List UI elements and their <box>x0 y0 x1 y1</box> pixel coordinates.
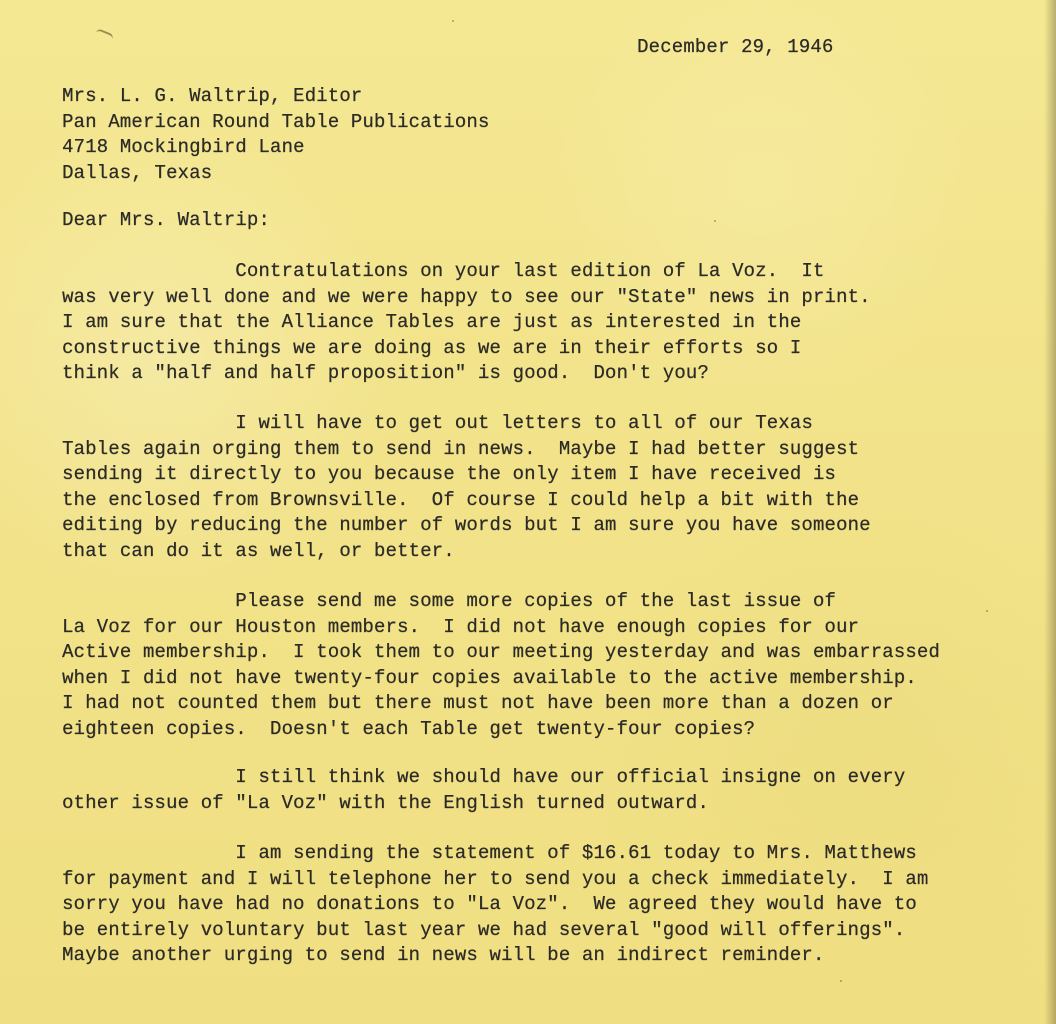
letter-paragraph <box>62 259 871 387</box>
letter-paragraph <box>62 589 940 743</box>
paragraph-line: I am sure that the Alliance Tables are just as interested in the <box>62 311 802 334</box>
paragraph-line: Active membership. I took them to our meeting yesterday and was embarrassed <box>62 641 940 664</box>
paper-speck <box>986 610 988 612</box>
recipient-address <box>62 84 489 186</box>
paragraph-line: Tables again orging them to send in news. Maybe I had better suggest <box>62 437 860 460</box>
letter-paragraph <box>62 765 905 816</box>
recipient-line: Dallas, Texas <box>62 161 213 184</box>
paragraph-line: Maybe another urging to send in news will be an indirect reminder. <box>62 944 825 967</box>
paper-mark <box>94 28 114 44</box>
paragraph-line: eighteen copies. Doesn't each Table get twenty-four copies? <box>62 717 756 740</box>
letter-paragraph <box>62 841 928 969</box>
paragraph-line: the enclosed from Brownsville. Of course I could help a bit with the <box>62 488 860 511</box>
paragraph-line: other issue of "La Voz" with the English turned outward. <box>62 791 709 814</box>
paragraph-line: for payment and I will telephone her to send you a check immediately. I am <box>62 867 929 890</box>
letter-paragraph <box>62 411 871 565</box>
paragraph-line: think a "half and half proposition" is good. Don't you? <box>62 362 709 385</box>
paper-speck <box>714 220 716 222</box>
paragraph-line: Contratulations on your last edition of La Voz. It <box>62 260 825 282</box>
paragraph-line: I still think we should have our official insigne on every <box>62 766 906 788</box>
paragraph-line: constructive things we are doing as we are in their efforts so I <box>62 336 802 359</box>
paper-edge-shadow <box>1044 0 1056 1024</box>
paragraph-line: when I did not have twenty-four copies available to the active membership. <box>62 666 917 689</box>
salutation: Dear Mrs. Waltrip: <box>62 209 270 231</box>
paragraph-line: be entirely voluntary but last year we had several "good will offerings". <box>62 918 906 941</box>
paragraph-line: La Voz for our Houston members. I did not have enough copies for our <box>62 615 860 638</box>
recipient-line: 4718 Mockingbird Lane <box>62 136 305 159</box>
letter-date: December 29, 1946 <box>637 36 834 58</box>
paragraph-line: I will have to get out letters to all of our Texas <box>62 412 813 434</box>
paragraph-line: sorry you have had no donations to "La Voz". We agreed they would have to <box>62 893 917 916</box>
paragraph-line: Please send me some more copies of the last issue of <box>62 590 836 612</box>
paragraph-line: I had not counted them but there must not have been more than a dozen or <box>62 692 894 715</box>
paragraph-line: editing by reducing the number of words but I am sure you have someone <box>62 514 871 537</box>
recipient-line: Mrs. L. G. Waltrip, Editor <box>62 85 363 107</box>
paper-speck <box>452 20 454 22</box>
paragraph-line: was very well done and we were happy to see our "State" news in print. <box>62 285 871 308</box>
recipient-line: Pan American Round Table Publications <box>62 110 490 133</box>
paragraph-line: I am sending the statement of $16.61 today to Mrs. Matthews <box>62 842 917 864</box>
paper-speck <box>840 980 842 982</box>
paragraph-line: sending it directly to you because the only item I have received is <box>62 463 836 486</box>
paragraph-line: that can do it as well, or better. <box>62 539 455 562</box>
